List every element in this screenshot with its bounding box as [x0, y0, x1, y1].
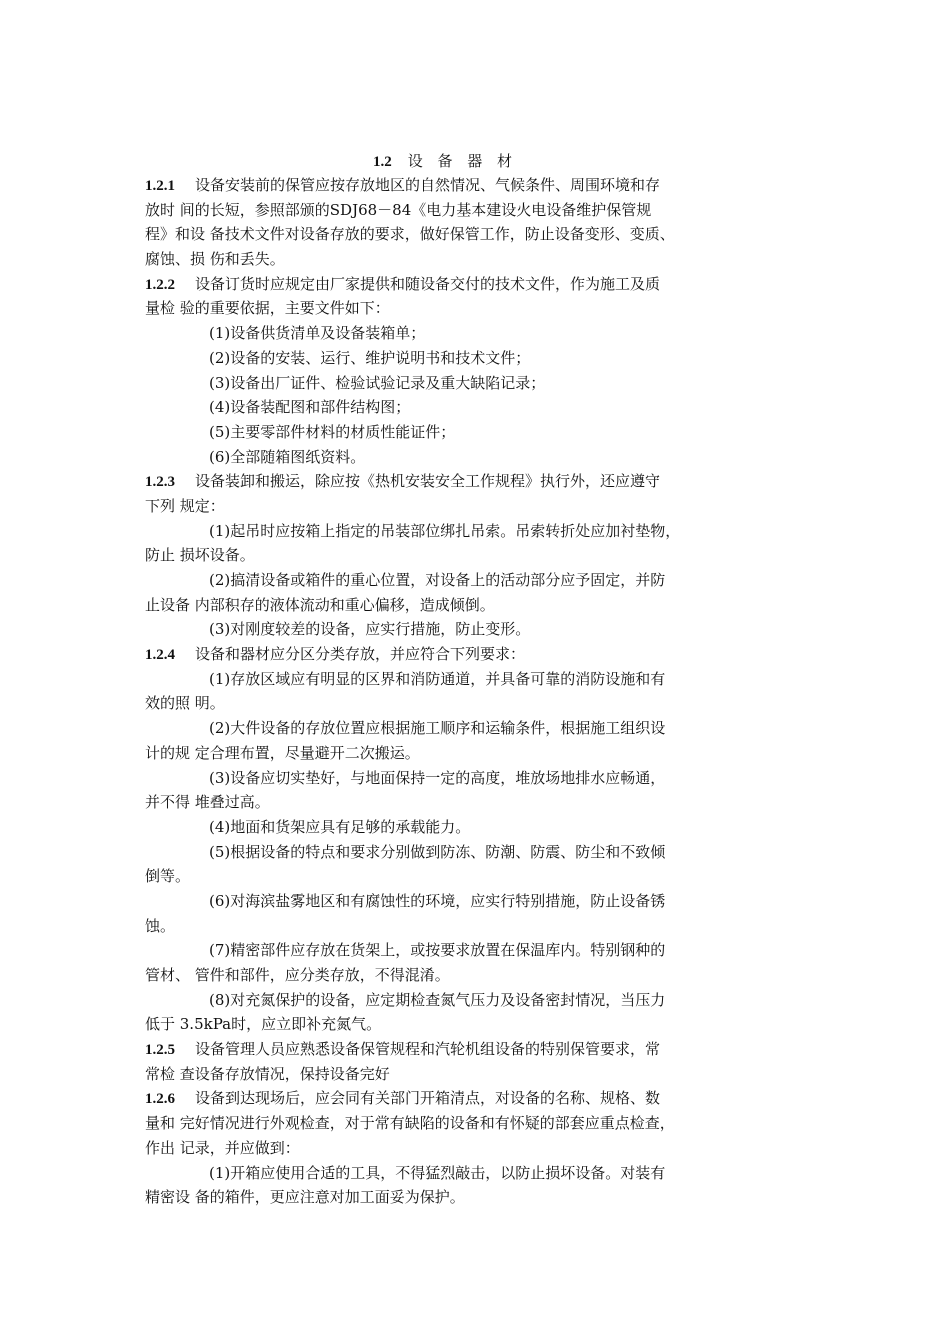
list-item: (4)地面和货架应具有足够的承载能力。 — [209, 817, 471, 836]
clause-line — [145, 469, 735, 494]
list-item-continuation: 防止 损坏设备。 — [145, 546, 255, 565]
clause-text: 设备安装前的保管应按存放地区的自然情况、气候条件、周围环境和存 — [195, 176, 661, 194]
list-item-continuation: 并不得 堆叠过高。 — [145, 793, 270, 812]
clause-text: 设备管理人员应熟悉设备保管规程和汽轮机组设备的特别保管要求，常 — [195, 1040, 661, 1059]
clause-number: 1.2.5 — [145, 1042, 175, 1059]
clause-line — [145, 494, 735, 519]
clause-text: 程》和设 备技术文件对设备存放的要求，做好保管工作，防止设备变形、变质、 — [145, 225, 675, 244]
list-item-continuation: 管材、 管件和部件，应分类存放，不得混淆。 — [145, 966, 450, 984]
clause-text: 放时 间的长短，参照部颁的SDJ68－84《电力基本建设火电设备维护保管规 — [145, 200, 652, 219]
section-heading — [155, 149, 735, 173]
list-item: (1)开箱应使用合适的工具，不得猛烈敲击，以防止损坏设备。对装有 — [209, 1163, 666, 1182]
document-content — [145, 149, 735, 1210]
list-item: (6)全部随箱图纸资料。 — [209, 447, 366, 466]
paragraph-list — [145, 173, 735, 1210]
clause-line — [145, 247, 735, 272]
list-item-continuation: 倒等。 — [145, 867, 191, 886]
list-item: (2)大件设备的存放位置应根据施工顺序和运输条件，根据施工组织设 — [209, 719, 666, 738]
clause-paragraph — [145, 173, 735, 272]
list-item: (3)设备应切实垫好，与地面保持一定的高度，堆放场地排水应畅通， — [209, 768, 666, 787]
clause-line — [145, 1111, 735, 1136]
clause-line — [145, 173, 735, 198]
clause-number: 1.2.2 — [145, 276, 175, 293]
clause-text: 设备到达现场后，应会同有关部门开箱清点，对设备的名称、规格、数 — [195, 1089, 661, 1108]
clause-text: 设备订货时应规定由厂家提供和随设备交付的技术文件，作为施工及质 — [195, 274, 661, 293]
clause-line — [145, 642, 735, 667]
clause-text: 量和 完好情况进行外观检查，对于常有缺陷的设备和有怀疑的部套应重点检查， — [145, 1114, 675, 1133]
clause-line — [145, 296, 735, 321]
list-item-continuation: 精密设 备的箱件，更应注意对加工面妥为保护。 — [145, 1188, 465, 1207]
list-item-continuation: 蚀。 — [145, 916, 176, 935]
clause-number: 1.2.6 — [145, 1091, 175, 1108]
clause-paragraph — [145, 642, 735, 1037]
clause-number: 1.2.1 — [145, 178, 175, 194]
clause-line — [145, 1062, 735, 1087]
clause-paragraph — [145, 272, 735, 470]
clause-text: 量检 验的重要依据，主要文件如下： — [145, 299, 390, 318]
clause-line — [145, 1086, 735, 1111]
list-item: (1)起吊时应按箱上指定的吊装部位绑扎吊索。吊索转折处应加衬垫物， — [209, 521, 681, 540]
clause-text: 设备和器材应分区分类存放，并应符合下列要求： — [195, 645, 526, 664]
list-item: (1)设备供货清单及设备装箱单； — [209, 324, 426, 343]
clause-paragraph — [145, 1086, 735, 1209]
list-item: (5)主要零部件材料的材质性能证件； — [209, 422, 456, 441]
list-item-continuation: 低于 3.5kPa时，应立即补充氮气。 — [145, 1015, 382, 1034]
section-number: 1.2 — [372, 154, 392, 170]
list-item: (6)对海滨盐雾地区和有腐蚀性的环境，应实行特别措施，防止设备锈 — [209, 891, 666, 910]
section-title: 设 备 器 材 — [407, 152, 518, 170]
clause-number: 1.2.4 — [145, 647, 175, 664]
list-item-continuation: 效的照 明。 — [145, 694, 225, 713]
clause-paragraph — [145, 1037, 735, 1086]
clause-number: 1.2.3 — [145, 474, 175, 491]
list-item: (2)搞清设备或箱件的重心位置，对设备上的活动部分应予固定，并防 — [209, 571, 666, 589]
clause-text: 常检 查设备存放情况，保持设备完好 — [145, 1064, 390, 1083]
clause-paragraph — [145, 469, 735, 642]
clause-line — [145, 222, 735, 247]
list-item-continuation: 止设备 内部积存的液体流动和重心偏移，造成倾倒。 — [145, 595, 495, 614]
list-item: (2)设备的安装、运行、维护说明书和技术文件； — [209, 348, 531, 367]
list-item: (3)设备出厂证件、检验试验记录及重大缺陷记录； — [209, 373, 546, 392]
clause-text: 下列 规定： — [145, 496, 225, 515]
clause-text: 设备装卸和搬运，除应按《热机安装安全工作规程》执行外，还应遵守 — [195, 472, 661, 491]
clause-line — [145, 272, 735, 297]
list-item: (8)对充氮保护的设备，应定期检查氮气压力及设备密封情况，当压力 — [209, 990, 666, 1009]
list-item: (7)精密部件应存放在货架上，或按要求放置在保温库内。特别钢种的 — [209, 941, 666, 960]
clause-line — [145, 1136, 735, 1161]
clause-line — [145, 198, 735, 223]
list-item: (1)存放区域应有明显的区界和消防通道，并具备可靠的消防设施和有 — [209, 669, 666, 688]
list-item: (4)设备装配图和部件结构图； — [209, 398, 411, 417]
clause-line — [145, 1037, 735, 1062]
list-item: (5)根据设备的特点和要求分别做到防冻、防潮、防震、防尘和不致倾 — [209, 842, 666, 861]
list-item-continuation: 计的规 定合理布置，尽量避开二次搬运。 — [145, 743, 420, 762]
list-item: (3)对刚度较差的设备，应实行措施，防止变形。 — [209, 620, 531, 639]
clause-text: 作出 记录，并应做到： — [145, 1138, 300, 1157]
clause-text: 腐蚀、损 伤和丢失。 — [145, 250, 285, 269]
